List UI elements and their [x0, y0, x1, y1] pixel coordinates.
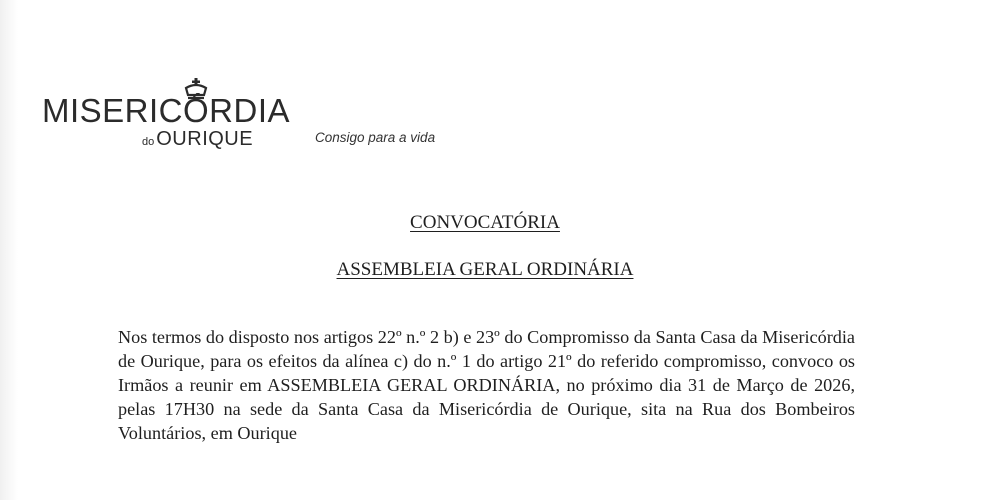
- logo-place: OURIQUE: [156, 128, 254, 150]
- logo-subline: [142, 128, 253, 151]
- scan-shadow: [0, 0, 18, 500]
- document-title: CONVOCATÓRIA: [410, 212, 560, 233]
- logo-tagline: Consigo para a vida: [315, 130, 436, 145]
- logo-name: MISERICÓRDIA: [42, 92, 291, 129]
- logo-connector: do: [142, 136, 155, 148]
- document-body: Nos termos do disposto nos artigos 22º n.º 2 b) e 23º do Compromisso da Santa Casa da Misericórdia de Ourique, para os efeitos da alínea c) do n.º 1 do artigo 21º do referido compromisso, convoco os Irmãos a reunir em ASSEMBLEIA GERAL ORDINÁRIA, no próximo dia 31 de Março de 2026, pelas 17H30 na sede da Santa Casa da Misericórdia de Ourique, sita na Rua dos Bombeiros Voluntários, em Ourique: [118, 327, 855, 443]
- misericordia-logo: [42, 78, 462, 158]
- document-subtitle: ASSEMBLEIA GERAL ORDINÁRIA: [336, 259, 634, 280]
